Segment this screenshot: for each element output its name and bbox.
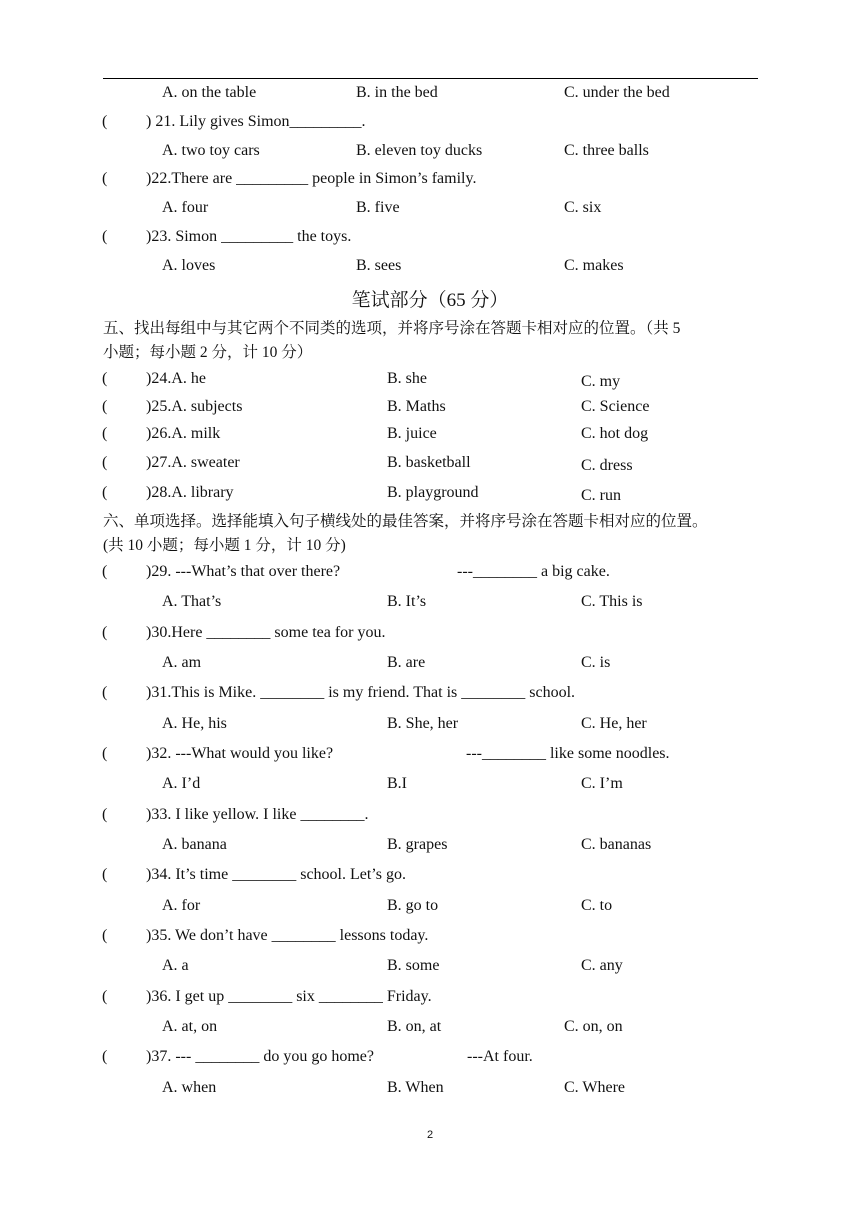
option-b: B.I [387,775,407,792]
option-b: B. sees [356,257,402,274]
option-c: C. is [581,654,611,671]
question-text: )33. I like yellow. I like ________. [146,806,369,823]
option-a: A. He, his [162,715,227,732]
option-b: B. in the bed [356,84,438,101]
option-a: A. for [162,897,201,914]
question-text: )36. I get up ________ six ________ Friday. [146,988,432,1005]
option-c: C. I’m [581,775,623,792]
option-c: C. to [581,897,613,914]
option-a: A. loves [162,257,216,274]
options-row-q37 [0,1076,860,1100]
option-c: C. hot dog [581,425,649,442]
answer-paren: ( [102,113,108,130]
question-text: ) 21. Lily gives Simon_________. [146,113,366,130]
option-b: B. Maths [387,398,446,415]
option-c: C. dress [581,457,633,474]
option-c: C. makes [564,257,624,274]
options-row-q31 [0,712,860,736]
answer-paren: ( [102,563,108,580]
question-text: )37. --- ________ do you go home? [146,1048,374,1065]
option-a: A. four [162,199,209,216]
question-25 [0,395,860,419]
question-text: )28.A. library [146,484,234,501]
answer-paren: ( [102,170,108,187]
written-part-heading: 笔试部分（65 分） [351,290,509,311]
option-c: C. any [581,957,623,974]
answer-paren: ( [102,398,108,415]
question-28 [0,481,860,505]
answer-paren: ( [102,988,108,1005]
option-c: C. six [564,199,602,216]
option-c: C. Where [564,1079,626,1096]
question-35 [0,924,860,948]
options-row-q22 [0,196,860,220]
question-text: )34. It’s time ________ school. Let’s go. [146,866,406,883]
options-row-q35 [0,954,860,978]
answer-paren: ( [102,684,108,701]
question-30 [0,621,860,645]
question-text: )26.A. milk [146,425,221,442]
question-22 [0,167,860,191]
option-b: B. It’s [387,593,427,610]
reply-text: ---________ a big cake. [457,563,610,580]
answer-paren: ( [102,454,108,471]
option-b: B. juice [387,425,437,442]
question-24 [0,367,860,391]
options-row-q32 [0,772,860,796]
question-32 [0,742,860,766]
options-row-q20 [0,81,860,105]
question-text: )32. ---What would you like? [146,745,334,762]
option-c: C. under the bed [564,84,670,101]
option-c: C. three balls [564,142,649,159]
question-23 [0,225,860,249]
option-b: B. on, at [387,1018,442,1035]
answer-paren: ( [102,866,108,883]
option-a: A. banana [162,836,227,853]
option-a: A. I’d [162,775,201,792]
option-a: A. am [162,654,202,671]
answer-paren: ( [102,624,108,641]
answer-paren: ( [102,484,108,501]
option-b: B. eleven toy ducks [356,142,483,159]
reply-text: ---At four. [467,1048,533,1065]
answer-paren: ( [102,425,108,442]
option-a: A. That’s [162,593,222,610]
section5-instruction-line2: 小题；每小题 2 分，计 10 分） [103,344,313,361]
option-c: C. bananas [581,836,652,853]
option-b: B. playground [387,484,479,501]
answer-paren: ( [102,228,108,245]
question-37 [0,1045,860,1069]
answer-paren: ( [102,370,108,387]
question-31 [0,681,860,705]
question-34 [0,863,860,887]
option-c: C. Science [581,398,650,415]
option-c: C. He, her [581,715,647,732]
options-row-q34 [0,894,860,918]
options-row-q23 [0,254,860,278]
options-row-q30 [0,651,860,675]
option-b: B. She, her [387,715,459,732]
page-number: 2 [426,1129,434,1141]
question-36 [0,985,860,1009]
question-29 [0,560,860,584]
question-text: )31.This is Mike. ________ is my friend. That is ________ school. [146,684,576,701]
question-text: )29. ---What’s that over there? [146,563,341,580]
options-row-q36 [0,1015,860,1039]
option-c: C. This is [581,593,643,610]
question-text: )30.Here ________ some tea for you. [146,624,386,641]
option-b: B. are [387,654,426,671]
option-b: B. go to [387,897,439,914]
option-a: A. at, on [162,1018,218,1035]
question-text: )35. We don’t have ________ lessons today. [146,927,429,944]
option-c: C. run [581,487,621,504]
header-rule [103,78,758,79]
answer-paren: ( [102,927,108,944]
option-b: B. she [387,370,427,387]
options-row-q29 [0,590,860,614]
question-text: )22.There are _________ people in Simon’s family. [146,170,477,187]
question-text: )23. Simon _________ the toys. [146,228,352,245]
option-a: A. on the table [162,84,257,101]
section6-instruction-line1: 六、单项选择。选择能填入句子横线处的最佳答案，并将序号涂在答题卡相对应的位置。 [103,513,708,530]
option-b: B. When [387,1079,444,1096]
question-21 [0,110,860,134]
option-a: A. two toy cars [162,142,260,159]
answer-paren: ( [102,806,108,823]
question-text: )25.A. subjects [146,398,243,415]
answer-paren: ( [102,1048,108,1065]
reply-text: ---________ like some noodles. [466,745,670,762]
option-a: A. a [162,957,189,974]
option-a: A. when [162,1079,217,1096]
question-text: )24.A. he [146,370,206,387]
option-b: B. some [387,957,440,974]
answer-paren: ( [102,745,108,762]
option-b: B. grapes [387,836,448,853]
question-33 [0,803,860,827]
option-c: C. my [581,373,621,390]
section6-instruction-line2: (共 10 小题；每小题 1 分，计 10 分) [103,537,346,554]
options-row-q21 [0,139,860,163]
option-b: B. five [356,199,400,216]
question-26 [0,422,860,446]
question-27 [0,451,860,475]
section5-instruction-line1: 五、找出每组中与其它两个不同类的选项，并将序号涂在答题卡相对应的位置。（共 5 [103,320,681,337]
option-b: B. basketball [387,454,471,471]
question-text: )27.A. sweater [146,454,240,471]
option-c: C. on, on [564,1018,623,1035]
options-row-q33 [0,833,860,857]
